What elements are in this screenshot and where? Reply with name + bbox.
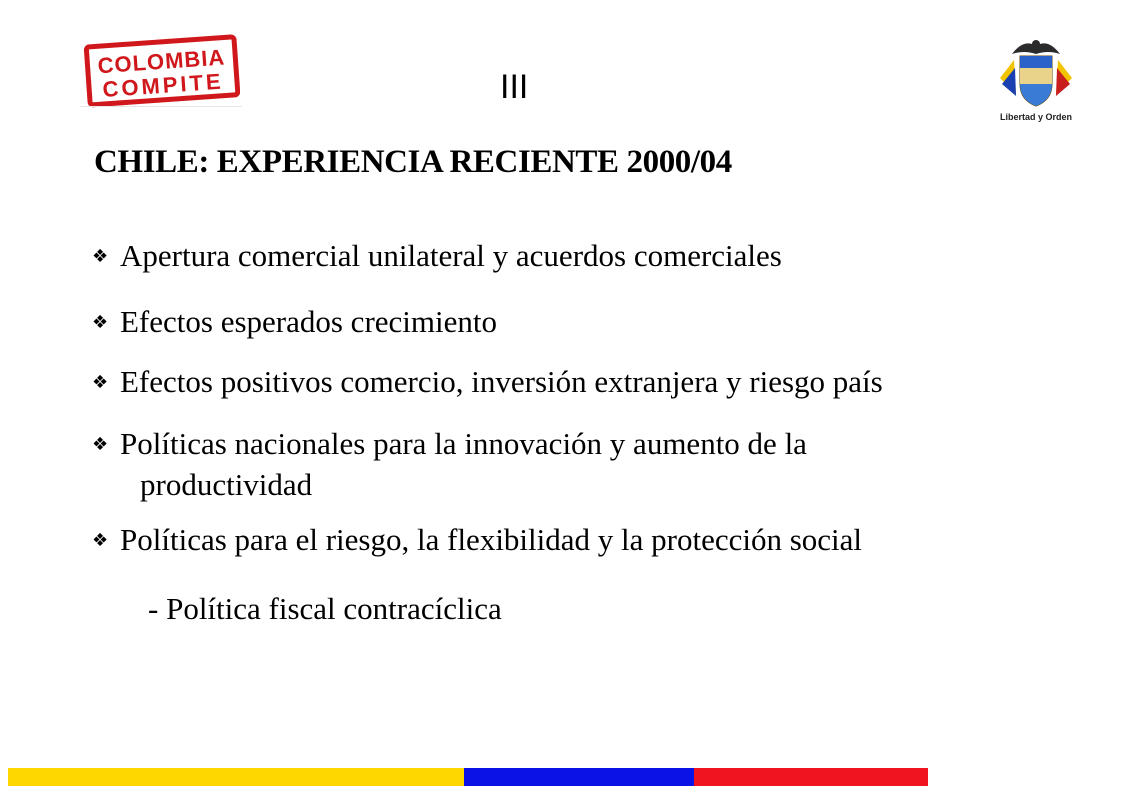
footer-bar-yellow [8,768,464,786]
bullet-text: Políticas para el riesgo, la flexibilidad y la protección social [120,522,863,557]
bullet-continuation: productividad [140,467,313,502]
bullet-item [92,302,497,343]
bullet-text: Políticas nacionales para la innovación y aumento de la [120,426,807,461]
footer-bar-red [694,768,928,786]
sub-item: - Política fiscal contracíclica [148,591,502,626]
colombia-compite-logo [80,30,240,108]
diamond-bullet-icon: ❖ [92,246,109,267]
slide-title: CHILE: EXPERIENCIA RECIENTE 2000/04 [94,144,732,180]
bullet-item [92,236,782,277]
coat-of-arms [986,34,1086,132]
coat-of-arms-icon [986,34,1086,116]
bullet-text: Apertura comercial unilateral y acuerdos comerciales [120,238,782,273]
diamond-bullet-icon: ❖ [92,312,109,333]
emblem-motto: Libertad y Orden [999,112,1072,122]
svg-text:COMPITE: COMPITE [101,68,225,103]
section-number: III [500,68,529,106]
colombia-compite-stamp-icon [80,30,240,108]
diamond-bullet-icon: ❖ [92,530,109,551]
bullet-item [92,424,807,505]
diamond-bullet-icon: ❖ [92,434,109,455]
diamond-bullet-icon: ❖ [92,372,109,393]
logo-underline [80,106,242,107]
bullet-item [92,520,862,561]
bullet-item [92,362,883,403]
bullet-text: Efectos esperados crecimiento [120,304,497,339]
svg-text:COLOMBIA: COLOMBIA [96,44,227,79]
bullet-text: Efectos positivos comercio, inversión extranjera y riesgo país [120,364,883,399]
footer-bar-blue [464,768,694,786]
